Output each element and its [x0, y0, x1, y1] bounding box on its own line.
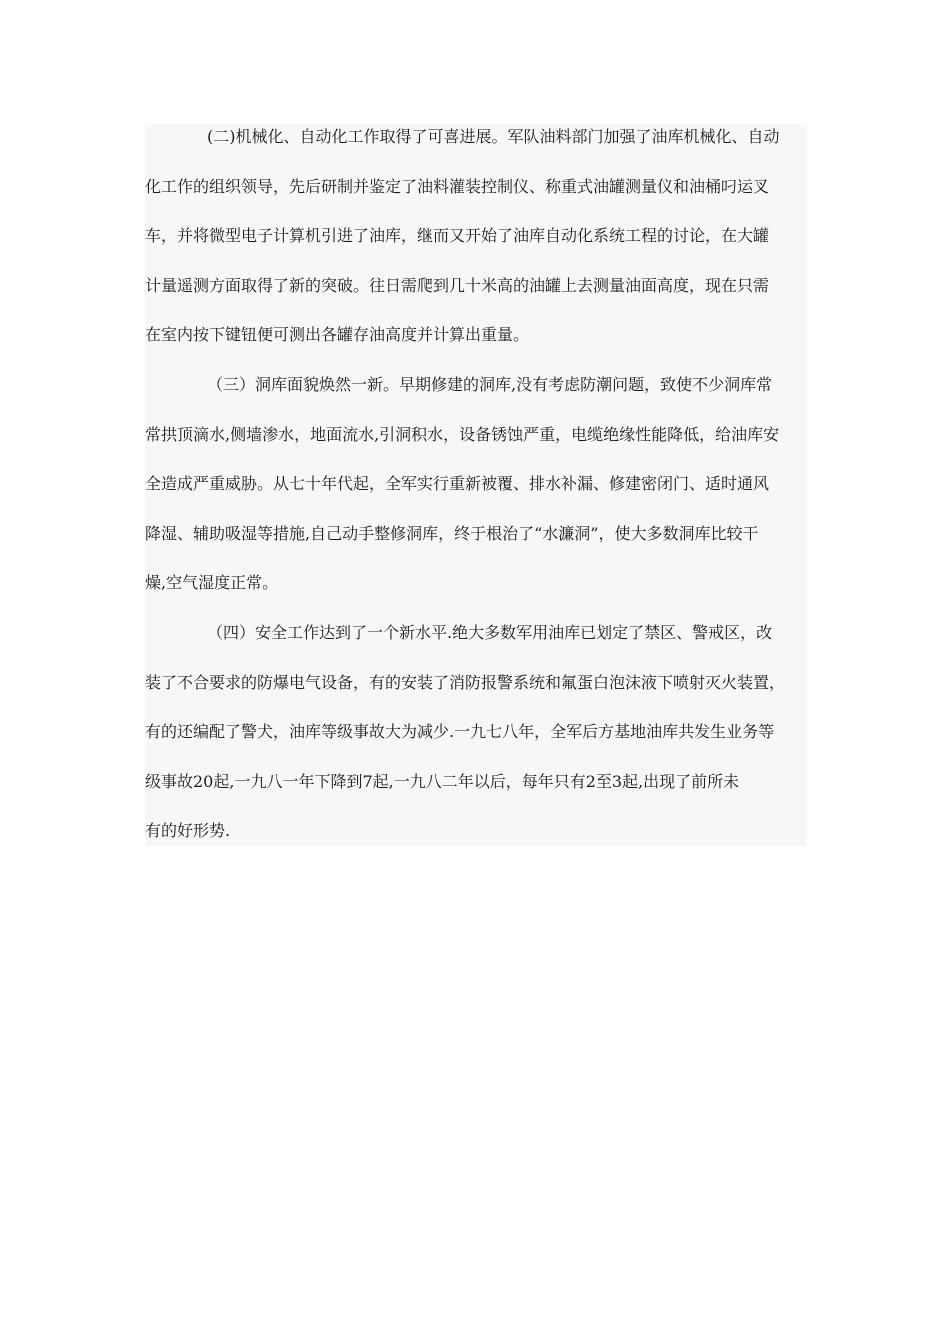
- paragraph-1-line-5: 在室内按下键钮便可测出各罐存油高度并计算出重量。: [145, 325, 530, 344]
- paragraph-3-line-5: 有的好形势.: [145, 821, 231, 840]
- paragraph-1-line-3: 车，并将微型电子计算机引进了油库，继而又开始了油库自动化系统工程的讨论，在大罐: [145, 226, 770, 245]
- paragraph-3-line-3: 有的还编配了警犬，油库等级事故大为减少.一九七八年，全军后方基地油库共发生业务等: [145, 722, 775, 741]
- paragraph-3-line-1: （四）安全工作达到了一个新水平.绝大多数军用油库已划定了禁区、警戒区，改: [207, 623, 773, 642]
- paragraph-1-line-2: 化工作的组织领导，先后研制并鉴定了油料灌装控制仪、称重式油罐测量仪和油桶叼运叉: [145, 177, 770, 196]
- paragraph-2-line-1: （三）洞库面貌焕然一新。早期修建的洞库,没有考虑防潮问题，致使不少洞库常: [207, 375, 773, 394]
- paragraph-2-line-2: 常拱顶滴水,侧墙渗水，地面流水,引洞积水，设备锈蚀严重，电缆绝缘性能降低，给油库安: [145, 425, 780, 444]
- paragraph-1-line-4: 计量遥测方面取得了新的突破。往日需爬到几十米高的油罐上去测量油面高度，现在只需: [145, 276, 770, 295]
- paragraph-1-line-1: (二)机械化、自动化工作取得了可喜进展。军队油料部门加强了油库机械化、自动: [207, 127, 780, 146]
- paragraph-2-line-3: 全造成严重威胁。从七十年代起，全军实行重新被覆、排水补漏、修建密闭门、适时通风: [145, 474, 770, 493]
- paragraph-3-line-2: 装了不合要求的防爆电气设备，有的安装了消防报警系统和氟蛋白泡沫液下喷射灭火装置，: [145, 673, 786, 692]
- paragraph-2-line-4: 降湿、辅助吸湿等措施,自己动手整修洞库，终于根治了“水濂洞”，使大多数洞库比较干: [145, 524, 759, 543]
- text-block: [145, 124, 807, 846]
- paragraph-2-line-5: 燥,空气湿度正常。: [145, 573, 279, 592]
- paragraph-3-line-4: 级事故20起,一九八一年下降到7起,一九八二年以后，每年只有2至3起,出现了前所未: [145, 772, 740, 791]
